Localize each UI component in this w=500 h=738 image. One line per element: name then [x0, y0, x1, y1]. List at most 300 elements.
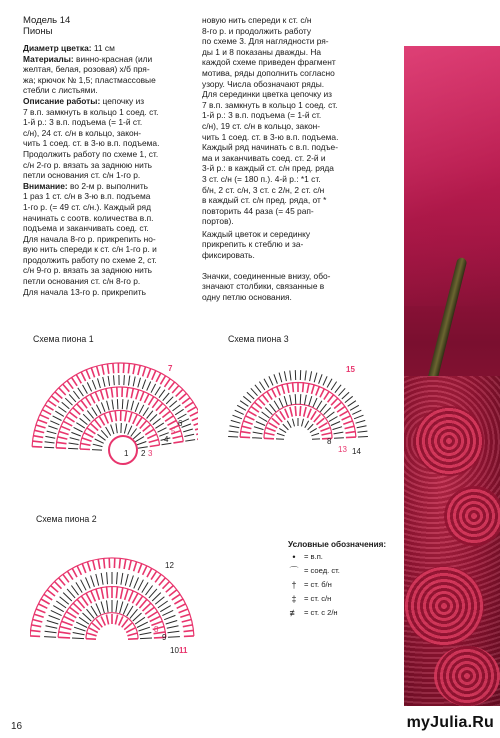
stitch-mark	[155, 387, 160, 396]
diagram-3-row-label: 15	[346, 365, 355, 374]
diagram-2-row-label: 8	[154, 625, 159, 634]
right-text-column	[202, 15, 378, 302]
stitch-mark	[267, 391, 272, 399]
stitch-mark	[163, 582, 170, 589]
stitch-mark	[320, 404, 326, 412]
attention-line: петли основания ст. с/н 8-го р.	[23, 276, 141, 287]
text-line: новую нить спереди к ст. с/н	[202, 15, 312, 25]
stitch-mark	[337, 406, 345, 412]
stitch-mark	[55, 582, 62, 589]
stitch-mark	[160, 376, 165, 385]
stitch-mark	[59, 432, 69, 435]
stitch-mark	[64, 616, 75, 621]
stitch-mark	[143, 367, 146, 377]
stitch-mark	[70, 438, 80, 441]
stitch-mark	[91, 590, 96, 601]
stitch-mark	[59, 578, 66, 586]
work-label: Описание работы:	[23, 95, 101, 106]
stitch-mark	[49, 615, 60, 619]
stitch-mark	[345, 396, 353, 402]
stitch-mark	[285, 409, 289, 418]
stitch-mark	[144, 394, 149, 403]
stitch-mark	[133, 415, 137, 424]
stitch-mark	[251, 406, 259, 412]
stitch-mark	[101, 430, 108, 437]
stitch-mark	[183, 625, 193, 627]
stitch-mark	[87, 428, 95, 434]
diagram-1-row-label: 2	[141, 449, 146, 458]
legend-row	[284, 564, 386, 578]
stitch-mark	[111, 388, 112, 398]
stitch-mark	[311, 411, 316, 420]
stitch-mark	[162, 411, 170, 417]
stitch-mark	[158, 428, 167, 433]
work-line: с/н), 24 ст. с/н в кольцо, закон-	[23, 127, 142, 138]
diagram-3-row-label: 8	[327, 437, 332, 446]
stitch-mark	[73, 408, 80, 415]
stitch-mark	[139, 405, 144, 414]
stitch-mark	[251, 388, 258, 395]
stitch-mark	[33, 620, 43, 623]
attention-line: вую нить спереди к ст. с/н 1-го р. и	[23, 244, 157, 255]
text-line: прикрепить к стеблю и за-	[202, 239, 304, 250]
attention-label: Внимание:	[23, 180, 68, 191]
stitch-mark	[133, 432, 140, 439]
stitch-mark	[177, 604, 186, 608]
stitch-mark	[231, 420, 241, 423]
stitch-mark	[287, 383, 289, 393]
stitch-mark	[322, 433, 332, 435]
stitch-mark	[137, 622, 148, 627]
stitch-mark	[253, 432, 263, 434]
stitch-mark	[76, 423, 84, 428]
stitch-mark	[95, 392, 99, 401]
stitch-mark	[44, 447, 54, 448]
stitch-mark	[316, 386, 320, 395]
stitch-mark	[295, 406, 296, 416]
text-line: ды 1 и 8 показаны дважды. На	[202, 46, 322, 57]
stitch-mark	[74, 627, 85, 631]
stitch-mark	[168, 631, 180, 633]
text-line: б/н, 2 ст. с/н, 3 ст. с 2/н, 2 ст. с/н	[202, 184, 325, 195]
stitch-mark	[55, 411, 64, 416]
peony-diagram-2	[30, 528, 200, 658]
stitch-mark	[287, 421, 291, 428]
stitch-mark	[125, 574, 128, 586]
stitch-mark	[307, 409, 311, 418]
work-line: Продолжить работу по схеме 1, ст.	[23, 148, 159, 159]
stitch-mark	[122, 399, 123, 409]
diagram-3-row-label: 14	[352, 447, 361, 456]
stitch-mark	[120, 602, 123, 614]
stitch-mark	[124, 375, 125, 385]
stitch-mark	[149, 440, 159, 443]
stitch-mark	[77, 404, 84, 411]
stitch-mark	[31, 625, 41, 627]
stitch-mark	[327, 379, 332, 388]
stitch-mark	[262, 412, 270, 418]
stitch-mark	[99, 417, 104, 426]
stitch-mark	[104, 414, 108, 423]
stitch-mark	[91, 606, 97, 616]
stitch-mark	[160, 606, 170, 612]
stitch-mark	[69, 394, 76, 402]
text-line: значают столбики, связанные в	[202, 281, 325, 292]
stitch-mark	[44, 637, 56, 638]
stitch-mark	[270, 404, 276, 412]
stitch-mark	[32, 447, 42, 448]
stitch-mark	[334, 438, 344, 439]
diagram-3-title: Схема пиона 3	[228, 334, 289, 344]
stitch-mark	[348, 401, 356, 407]
stitch-mark	[350, 405, 359, 410]
stitch-mark	[125, 589, 129, 600]
stitch-mark	[63, 421, 72, 426]
stitch-mark	[279, 428, 286, 432]
stitch-mark	[173, 441, 183, 443]
stitch-mark	[276, 414, 283, 422]
stitch-mark	[76, 582, 82, 592]
stitch-mark	[155, 574, 161, 582]
attention-line: продолжить работу по схеме 2, ст.	[23, 254, 157, 265]
stitch-mark	[150, 445, 160, 447]
stitch-mark	[128, 364, 129, 374]
stitch-mark	[152, 371, 156, 380]
stitch-mark	[308, 424, 314, 430]
model-title: Модель 14	[23, 15, 71, 26]
stitch-mark	[101, 602, 104, 614]
stitch-mark	[305, 421, 309, 428]
stitch-mark	[143, 425, 151, 432]
stitch-mark	[76, 375, 81, 384]
stitch-mark	[106, 615, 108, 625]
treble-crochet-icon: ≢	[289, 608, 299, 618]
stitch-mark	[354, 415, 363, 419]
stitch-mark	[283, 424, 289, 430]
stitch-mark	[179, 609, 188, 613]
photo-highlight	[404, 46, 500, 306]
stitch-mark	[149, 397, 154, 406]
stitch-mark	[317, 418, 325, 424]
work-line: петли основания ст. с/н 1-го р.	[23, 170, 141, 181]
diagram-2-row-label: 11	[179, 646, 188, 655]
stitch-mark	[149, 589, 157, 598]
stitch-mark	[95, 420, 101, 428]
stitch-mark	[166, 621, 178, 625]
stitch-mark	[59, 388, 66, 395]
stitch-mark	[107, 572, 108, 584]
stitch-mark	[72, 638, 84, 639]
photo-flower	[444, 486, 500, 546]
stitch-mark	[240, 437, 250, 438]
stitch-mark	[87, 609, 95, 618]
stitch-mark	[67, 571, 73, 579]
stitch-mark	[116, 600, 118, 612]
stitch-mark	[87, 382, 91, 391]
stitch-mark	[110, 412, 113, 422]
photo-flower	[414, 406, 484, 476]
text-line: одну петлю основания.	[202, 291, 292, 302]
stitch-mark	[106, 427, 111, 436]
stitch-mark	[48, 400, 56, 406]
stitch-mark	[319, 423, 328, 428]
stitch-mark	[307, 383, 309, 393]
stitch-mark	[169, 401, 177, 408]
legend-row	[284, 578, 386, 592]
stitch-mark	[129, 590, 134, 601]
stitch-mark	[333, 427, 343, 430]
stitch-mark	[40, 415, 49, 419]
stitch-mark	[33, 441, 43, 442]
stitch-mark	[156, 403, 163, 410]
stitch-mark	[107, 364, 108, 374]
stitch-mark	[180, 614, 190, 617]
left-text-column	[23, 15, 193, 297]
stitch-mark	[252, 438, 262, 439]
watermark-dot: .	[467, 714, 473, 731]
stitch-mark	[51, 586, 59, 593]
stitch-mark	[165, 379, 171, 387]
stitch-mark	[159, 407, 166, 414]
diagram-3-rings	[228, 370, 368, 439]
stitch-mark	[72, 568, 77, 577]
stitch-mark	[127, 400, 129, 410]
stitch-mark	[133, 613, 142, 621]
single-crochet-icon: †	[291, 580, 297, 590]
stitch-mark	[63, 574, 69, 582]
stitch-mark	[101, 402, 105, 411]
stitch-mark	[108, 376, 110, 386]
stitch-mark	[314, 373, 317, 383]
work-line: чить 1 соед. ст. в 3-ю в.п. подъема.	[23, 138, 160, 149]
stitch-mark	[66, 417, 74, 422]
stitch-mark	[53, 416, 62, 421]
diagram-2-title: Схема пиона 2	[36, 514, 97, 524]
stitch-mark	[310, 428, 317, 432]
stitch-mark	[104, 558, 105, 568]
stitch-mark	[259, 382, 265, 390]
stitch-mark	[343, 421, 353, 424]
legend-row	[284, 592, 386, 606]
stitch-mark	[255, 385, 261, 393]
stitch-mark	[134, 562, 137, 572]
stitch-mark	[342, 416, 351, 420]
stitch-mark	[152, 593, 161, 601]
stitch-mark	[279, 398, 283, 407]
stitch-mark	[34, 614, 44, 617]
photo-flower	[434, 646, 500, 706]
stitch-mark	[127, 606, 133, 616]
diagram-1-row-label: 4	[164, 435, 169, 444]
stitch-mark	[57, 442, 67, 443]
stitch-mark	[175, 409, 183, 415]
stitch-mark	[346, 432, 356, 434]
stitch-mark	[86, 370, 90, 379]
stitch-mark	[56, 601, 66, 608]
stitch-mark	[136, 390, 139, 400]
stitch-mark	[92, 623, 100, 630]
stitch-mark	[335, 385, 341, 393]
stitch-mark	[290, 371, 291, 381]
site-watermark	[407, 714, 494, 732]
stitch-mark	[92, 450, 102, 451]
stitch-mark	[30, 636, 40, 637]
stitch-mark	[264, 379, 269, 388]
stitch-mark	[166, 397, 173, 404]
stitch-mark	[305, 371, 306, 381]
stitch-mark	[240, 401, 248, 407]
stitch-mark	[324, 408, 331, 415]
stitch-mark	[86, 639, 96, 640]
stitch-mark	[98, 434, 106, 440]
stitch-mark	[346, 437, 356, 438]
stitch-mark	[51, 396, 59, 402]
text-line: мотива, ряды дополнить согласно	[202, 67, 335, 78]
stitch-mark	[86, 397, 91, 405]
text-line: Каждый ряд начинать с в.п. подъе-	[202, 142, 338, 153]
stitch-mark	[45, 436, 55, 438]
stitch-mark	[331, 398, 338, 405]
stitch-mark	[174, 599, 183, 604]
stitch-mark	[80, 418, 88, 424]
stitch-mark	[133, 364, 135, 374]
diagram-1-row-label: 7	[168, 364, 173, 373]
model-subject: Пионы	[23, 26, 53, 37]
stitch-mark	[185, 402, 193, 408]
attention-line: во 2-м р. выполнить	[67, 180, 149, 191]
stitch-mark	[147, 434, 156, 438]
stitch-mark	[98, 559, 100, 569]
stitch-mark	[116, 423, 117, 433]
stitch-mark	[334, 432, 344, 434]
stitch-mark	[279, 373, 282, 383]
attention-line: начинать с соотв. количества в.п.	[23, 212, 154, 223]
stitch-mark	[195, 427, 198, 430]
stitch-mark	[59, 632, 71, 634]
stitch-mark	[277, 386, 281, 395]
stitch-mark	[172, 386, 179, 393]
stitch-mark	[89, 628, 98, 633]
legend-label: = соед. ст.	[304, 566, 340, 575]
stitch-mark	[80, 449, 90, 450]
stitch-mark	[74, 427, 83, 432]
stitch-mark	[156, 373, 161, 382]
stitch-mark	[42, 410, 51, 415]
stitch-mark	[73, 633, 85, 635]
stitch-mark	[61, 621, 72, 625]
diagram-1-rings	[32, 363, 198, 450]
stitch-mark	[142, 582, 148, 592]
stitch-mark	[230, 426, 240, 428]
stitch-mark	[274, 401, 279, 410]
watermark-ru: Ru	[472, 714, 494, 731]
attention-line: с/н 9-го р. вязать за заднюю нить	[23, 265, 153, 276]
stitch-mark	[44, 594, 52, 600]
attention-line: Для начала 8-го р. прикрепить но-	[23, 233, 156, 244]
stitch-mark	[147, 369, 151, 378]
legend-title: Условные обозначения:	[288, 540, 387, 549]
stitch-mark	[269, 376, 273, 385]
stitch-mark	[150, 414, 157, 421]
stitch-mark	[96, 574, 99, 586]
stitch-mark	[98, 378, 101, 388]
text-line: узору. Числа обозначают ряды.	[202, 78, 325, 89]
stitch-mark	[106, 389, 108, 399]
stitch-mark	[101, 616, 105, 625]
attention-line: Для начала 13-го р. прикрепить	[23, 286, 146, 297]
stitch-mark	[47, 431, 57, 434]
stitch-mark	[265, 433, 275, 435]
stitch-mark	[119, 558, 120, 568]
stitch-mark	[93, 444, 103, 446]
stitch-mark	[38, 604, 47, 608]
stitch-mark	[87, 411, 93, 419]
stitch-mark	[243, 421, 253, 424]
stitch-mark	[140, 638, 152, 639]
stitch-mark	[31, 630, 41, 631]
stitch-mark	[147, 382, 151, 391]
diagram-2-row-label: 9	[162, 633, 167, 642]
stitch-mark	[162, 610, 173, 615]
stitch-mark	[82, 564, 86, 573]
stitch-mark	[172, 594, 180, 600]
diagram-3-row-label: 13	[338, 445, 347, 454]
stitch-mark	[282, 384, 285, 394]
stitch-mark	[242, 426, 252, 428]
stitch-mark	[117, 399, 118, 409]
diameter-label: Диаметр цветка:	[23, 43, 92, 53]
stitch-mark	[67, 381, 73, 389]
stitch-mark	[290, 407, 292, 417]
stitch-mark	[280, 411, 285, 420]
stitch-mark	[66, 612, 76, 618]
stitch-mark	[302, 419, 304, 427]
stitch-mark	[165, 416, 173, 422]
stitch-mark	[113, 363, 114, 373]
work-line: цепочку из	[100, 95, 145, 106]
diagram-2-row-label: 12	[165, 561, 174, 570]
stitch-mark	[247, 392, 254, 399]
stitch-mark	[38, 420, 47, 424]
stitch-mark	[72, 378, 78, 386]
stitch-mark	[91, 424, 98, 431]
stitch-mark	[274, 374, 278, 383]
work-line: с/н 2-го р. вязать за заднюю нить	[23, 159, 153, 170]
stitch-mark	[45, 442, 55, 443]
stitch-mark	[192, 417, 198, 421]
stitch-mark	[352, 410, 361, 414]
stitch-mark	[121, 587, 123, 599]
stitch-mark	[36, 609, 45, 613]
stitch-mark	[284, 396, 287, 406]
stitch-mark	[96, 619, 102, 627]
stitch-mark	[159, 390, 165, 398]
diagram-1-center-ring	[109, 436, 137, 464]
stitch-mark	[83, 414, 90, 421]
text-line: фиксировать.	[202, 250, 255, 261]
stitch-mark	[327, 412, 335, 418]
stitch-mark	[312, 384, 315, 394]
stitch-mark	[166, 586, 174, 593]
stitch-mark	[140, 392, 144, 401]
stitch-mark	[129, 376, 130, 386]
stitch-mark	[148, 612, 158, 618]
materials-paragraph	[23, 54, 193, 96]
stitch-mark	[102, 365, 104, 375]
stitch-mark	[46, 626, 58, 629]
stitch-mark	[254, 402, 262, 409]
stitch-mark	[61, 426, 70, 430]
